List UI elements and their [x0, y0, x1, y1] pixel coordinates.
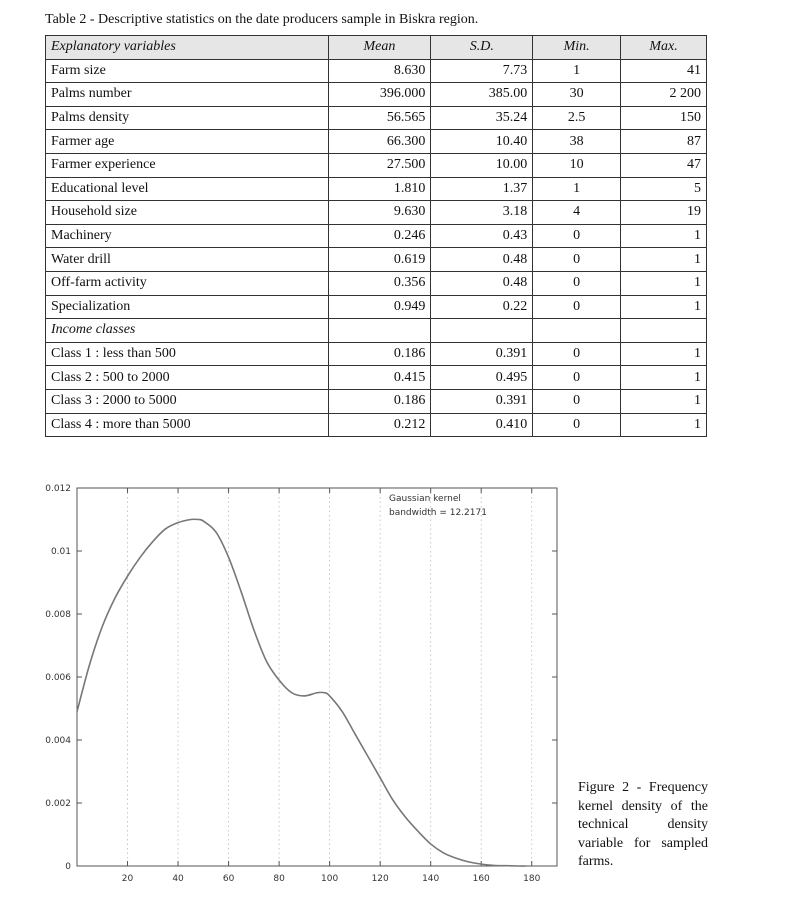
- y-axis: [45, 484, 557, 872]
- cell-variable: Class 2 : 500 to 2000: [46, 366, 329, 390]
- cell-min: 38: [533, 130, 621, 154]
- table-row: [46, 295, 707, 319]
- x-tick-label: 140: [422, 874, 440, 883]
- cell-variable: Class 1 : less than 500: [46, 342, 329, 366]
- y-tick-label: 0.006: [45, 673, 71, 683]
- cell-mean: 0.949: [328, 295, 431, 319]
- cell-max: 47: [621, 153, 707, 177]
- cell-sd: 0.391: [431, 342, 533, 366]
- cell-max: 5: [621, 177, 707, 201]
- cell-max: 150: [621, 106, 707, 130]
- table-row: [46, 366, 707, 390]
- header-max: Max.: [621, 36, 707, 60]
- cell-sd: 0.48: [431, 248, 533, 272]
- table-row: [46, 342, 707, 366]
- cell-min: [533, 319, 621, 343]
- table-body: [46, 59, 707, 437]
- table-caption: Table 2 - Descriptive statistics on the date producers sample in Biskra region.: [45, 12, 479, 27]
- cell-variable: Palms number: [46, 83, 329, 107]
- cell-mean: 1.810: [328, 177, 431, 201]
- cell-max: 1: [621, 413, 707, 437]
- density-curve: [77, 519, 527, 866]
- cell-max: 41: [621, 59, 707, 83]
- cell-sd: 0.410: [431, 413, 533, 437]
- cell-sd: 10.00: [431, 153, 533, 177]
- cell-max: 1: [621, 389, 707, 413]
- cell-variable: Palms density: [46, 106, 329, 130]
- cell-max: 1: [621, 271, 707, 295]
- cell-min: 4: [533, 201, 621, 225]
- cell-max: 1: [621, 224, 707, 248]
- table-row: [46, 130, 707, 154]
- cell-sd: 0.43: [431, 224, 533, 248]
- cell-min: 0: [533, 413, 621, 437]
- table-row: [46, 271, 707, 295]
- cell-variable: Class 4 : more than 5000: [46, 413, 329, 437]
- x-tick-label: 80: [273, 874, 285, 883]
- cell-sd: 0.391: [431, 389, 533, 413]
- cell-max: 19: [621, 201, 707, 225]
- cell-sd: 0.495: [431, 366, 533, 390]
- cell-variable: Off-farm activity: [46, 271, 329, 295]
- cell-variable: Educational level: [46, 177, 329, 201]
- cell-mean: 66.300: [328, 130, 431, 154]
- cell-mean: 8.630: [328, 59, 431, 83]
- table-row: [46, 106, 707, 130]
- cell-min: 0: [533, 271, 621, 295]
- x-axis: [122, 488, 541, 883]
- cell-mean: 0.186: [328, 342, 431, 366]
- x-tick-label: 40: [172, 874, 184, 883]
- cell-sd: 0.48: [431, 271, 533, 295]
- cell-min: 0: [533, 366, 621, 390]
- cell-sd: 7.73: [431, 59, 533, 83]
- cell-max: 1: [621, 366, 707, 390]
- cell-variable: Class 3 : 2000 to 5000: [46, 389, 329, 413]
- cell-mean: 0.246: [328, 224, 431, 248]
- cell-mean: 0.619: [328, 248, 431, 272]
- cell-max: 1: [621, 248, 707, 272]
- cell-mean: 396.000: [328, 83, 431, 107]
- cell-sd: 0.22: [431, 295, 533, 319]
- cell-mean: 27.500: [328, 153, 431, 177]
- table-header-row: [46, 36, 707, 60]
- header-variables: Explanatory variables: [46, 36, 329, 60]
- cell-mean: 56.565: [328, 106, 431, 130]
- cell-variable: Income classes: [46, 319, 329, 343]
- cell-variable: Household size: [46, 201, 329, 225]
- table-row: [46, 177, 707, 201]
- table-row: [46, 319, 707, 343]
- cell-max: 87: [621, 130, 707, 154]
- cell-max: 2 200: [621, 83, 707, 107]
- kernel-density-chart: [40, 478, 560, 883]
- cell-variable: Farmer age: [46, 130, 329, 154]
- grid-lines: [128, 488, 532, 866]
- header-mean: Mean: [328, 36, 431, 60]
- x-tick-label: 20: [121, 874, 134, 883]
- cell-mean: 0.356: [328, 271, 431, 295]
- y-tick-label: 0: [65, 862, 71, 872]
- descriptive-statistics-table: [45, 35, 707, 437]
- x-tick-label: 180: [523, 874, 541, 883]
- table-row: [46, 224, 707, 248]
- table-row: [46, 389, 707, 413]
- cell-variable: Water drill: [46, 248, 329, 272]
- x-tick-label: 100: [321, 874, 339, 883]
- cell-mean: 0.415: [328, 366, 431, 390]
- cell-min: 2.5: [533, 106, 621, 130]
- cell-min: 0: [533, 342, 621, 366]
- cell-min: 0: [533, 295, 621, 319]
- cell-variable: Specialization: [46, 295, 329, 319]
- figure-caption: Figure 2 - Frequency kernel density of the technical density variable for sampled farms.: [578, 780, 708, 869]
- table-row: [46, 153, 707, 177]
- plot-frame: [77, 488, 557, 866]
- cell-min: 1: [533, 177, 621, 201]
- y-tick-label: 0.01: [50, 547, 71, 557]
- cell-min: 10: [533, 153, 621, 177]
- cell-max: 1: [621, 295, 707, 319]
- header-min: Min.: [533, 36, 621, 60]
- y-tick-label: 0.012: [45, 484, 71, 494]
- header-sd: S.D.: [431, 36, 533, 60]
- table-row: [46, 59, 707, 83]
- cell-min: 0: [533, 248, 621, 272]
- cell-min: 0: [533, 224, 621, 248]
- cell-max: [621, 319, 707, 343]
- cell-mean: 9.630: [328, 201, 431, 225]
- cell-mean: [328, 319, 431, 343]
- y-tick-label: 0.008: [45, 610, 71, 620]
- y-tick-label: 0.004: [45, 736, 71, 746]
- cell-mean: 0.212: [328, 413, 431, 437]
- x-tick-label: 160: [472, 874, 490, 883]
- cell-min: 30: [533, 83, 621, 107]
- cell-max: 1: [621, 342, 707, 366]
- x-tick-label: 120: [371, 874, 389, 883]
- legend-bandwidth-label: bandwidth = 12.2171: [389, 508, 487, 518]
- cell-sd: 35.24: [431, 106, 533, 130]
- cell-min: 1: [533, 59, 621, 83]
- cell-sd: 385.00: [431, 83, 533, 107]
- cell-variable: Farm size: [46, 59, 329, 83]
- cell-sd: 1.37: [431, 177, 533, 201]
- cell-min: 0: [533, 389, 621, 413]
- cell-sd: 10.40: [431, 130, 533, 154]
- cell-variable: Machinery: [46, 224, 329, 248]
- x-tick-label: 60: [222, 874, 235, 883]
- cell-variable: Farmer experience: [46, 153, 329, 177]
- table-row: [46, 248, 707, 272]
- cell-mean: 0.186: [328, 389, 431, 413]
- table-row: [46, 413, 707, 437]
- legend-kernel-label: Gaussian kernel: [389, 494, 461, 504]
- table-row: [46, 201, 707, 225]
- cell-sd: [431, 319, 533, 343]
- cell-sd: 3.18: [431, 201, 533, 225]
- table-row: [46, 83, 707, 107]
- y-tick-label: 0.002: [45, 799, 71, 809]
